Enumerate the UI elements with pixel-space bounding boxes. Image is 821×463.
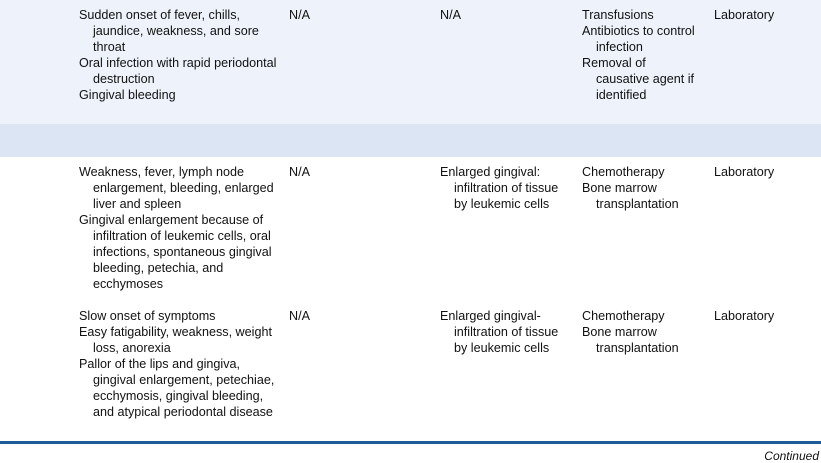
row1-col2: N/A: [289, 8, 310, 22]
row3-symptoms: [79, 308, 279, 420]
row3-col2: N/A: [289, 309, 310, 323]
row1-treatment-item: Antibiotics to control infection: [582, 24, 695, 54]
row2-treatment-item: Chemotherapy: [582, 165, 665, 179]
row1-col3-text: N/A: [440, 8, 461, 22]
row1-diagnosis: Laboratory: [714, 8, 775, 22]
row1-treatment: [582, 7, 702, 103]
continued-label: Continued: [764, 449, 819, 463]
row3-treatment-item: Bone marrow transplantation: [582, 325, 679, 355]
row1-symptom: Gingival bleeding: [79, 88, 176, 102]
row3-symptom: Pallor of the lips and gingiva, gingival enlargement, petechiae, ecchymosis, gingival bleeding, and atypical periodontal disease: [79, 357, 275, 419]
table-bottom-rule: [0, 441, 821, 444]
row2-symptom: Weakness, fever, lymph node enlargement, bleeding, enlarged liver and spleen: [79, 165, 274, 211]
row2-symptoms: [79, 164, 279, 292]
row3-treatment-item: Chemotherapy: [582, 309, 665, 323]
row1-treatment-item: Transfusions: [582, 8, 654, 22]
row2-treatment: [582, 164, 702, 212]
section-separator-band: [0, 124, 821, 157]
row3-treatment: [582, 308, 702, 356]
row1-treatment-item: Removal of causative agent if identified: [582, 56, 695, 102]
row2-col3: [440, 164, 570, 212]
row1-symptom: Sudden onset of fever, chills, jaundice, weakness, and sore throat: [79, 8, 259, 54]
row1-col3: [440, 7, 570, 23]
row3-col3-text: Enlarged gingival- infiltration of tissue by leukemic cells: [440, 309, 559, 355]
row3-diagnosis: Laboratory: [714, 309, 775, 323]
row1-symptoms: [79, 7, 279, 103]
row2-symptom: Gingival enlargement because of infiltration of leukemic cells, oral infections, spontaneous gingival bleeding, petechia, and ecchymoses: [79, 213, 272, 291]
row3-symptom: Easy fatigability, weakness, weight loss, anorexia: [79, 325, 272, 355]
row2-treatment-item: Bone marrow transplantation: [582, 181, 679, 211]
row3-symptom: Slow onset of symptoms: [79, 309, 216, 323]
row2-col3-text: Enlarged gingival: infiltration of tissue by leukemic cells: [440, 165, 559, 211]
row2-diagnosis: Laboratory: [714, 165, 775, 179]
row1-symptom: Oral infection with rapid periodontal destruction: [79, 56, 277, 86]
row2-col2: N/A: [289, 165, 310, 179]
row3-col3: [440, 308, 570, 356]
